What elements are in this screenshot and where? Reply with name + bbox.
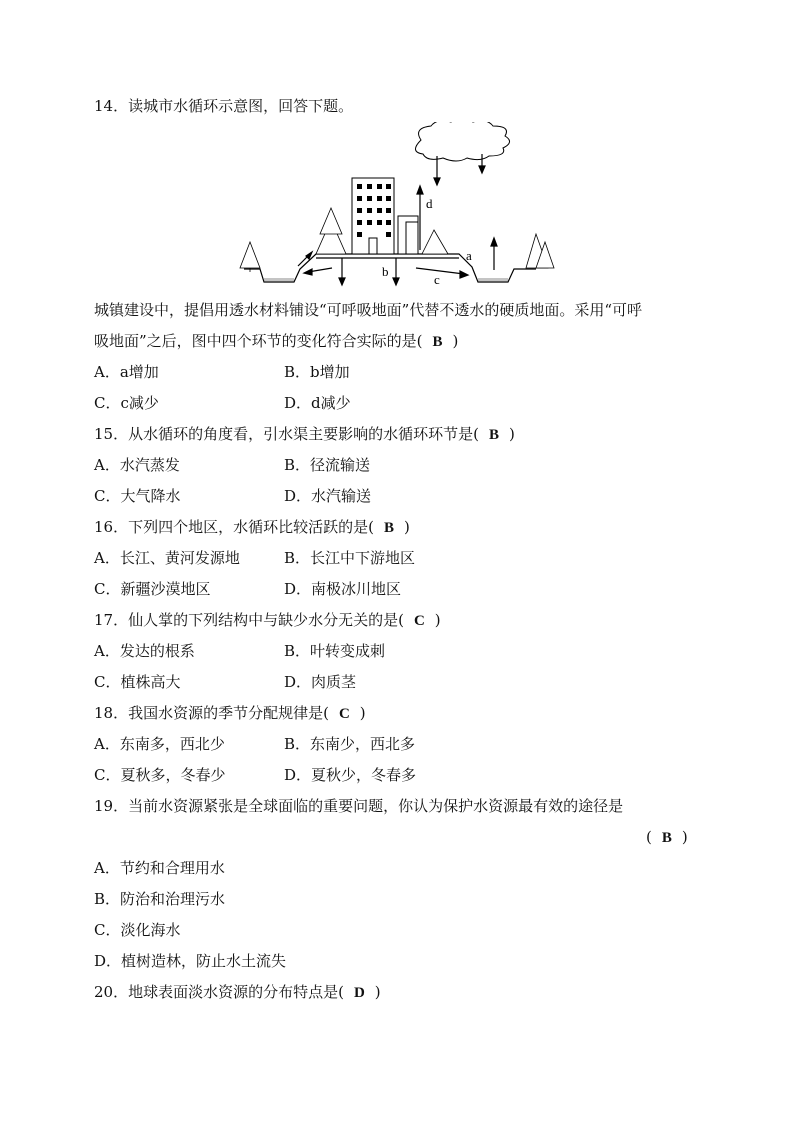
q16-option-a: A．长江、黄河发源地 xyxy=(94,549,240,567)
q17-option-b: B．叶转变成刺 xyxy=(284,642,386,660)
q19-option-c: C．淡化海水 xyxy=(94,921,181,939)
q17-options-row2 xyxy=(94,672,357,692)
q14-title: 14．读城市水循环示意图，回答下题。 xyxy=(94,97,354,115)
q14-option-c: C．c减少 xyxy=(94,394,159,412)
q18-option-c: C．夏秋多，冬春少 xyxy=(94,766,226,784)
q17-stem: 17．仙人掌的下列结构中与缺少水分无关的是( C ) xyxy=(94,611,441,629)
tree-icons xyxy=(240,208,554,272)
q19-answer-bracket: ( B ) xyxy=(646,828,688,846)
q15-option-d: D．水汽输送 xyxy=(284,487,372,505)
q19-stem: 19．当前水资源紧张是全球面临的重要问题，你认为保护水资源最有效的途径是 xyxy=(94,797,624,815)
q15-stem: 15．从水循环的角度看，引水渠主要影响的水循环环节是( B ) xyxy=(94,425,515,443)
label-d: d xyxy=(426,196,433,211)
q16-option-d: D．南极冰川地区 xyxy=(284,580,402,598)
q16-answer: B xyxy=(383,520,394,536)
cloud-icon xyxy=(415,122,509,161)
ground-line xyxy=(244,254,536,282)
q18-option-a: A．东南多，西北少 xyxy=(94,735,225,753)
q18-options-row1 xyxy=(94,734,416,754)
q18-option-d: D．夏秋少，冬春多 xyxy=(284,766,417,784)
q19-answer: B xyxy=(661,830,672,846)
q14-option-d: D．d减少 xyxy=(284,394,351,412)
q15-option-c: C．大气降水 xyxy=(94,487,181,505)
q19-option-b: B．防治和治理污水 xyxy=(94,890,226,908)
q18-options-row2 xyxy=(94,765,417,785)
q14-stem-line2: 吸地面”之后，图中四个环节的变化符合实际的是( B ) xyxy=(94,332,459,350)
q16-options-row2 xyxy=(94,579,402,599)
q14-options-row2 xyxy=(94,393,351,413)
q14-options-row1 xyxy=(94,362,350,382)
q19-option-a: A．节约和合理用水 xyxy=(94,859,225,877)
q18-stem: 18．我国水资源的季节分配规律是( C ) xyxy=(94,704,366,722)
q16-option-c: C．新疆沙漠地区 xyxy=(94,580,211,598)
q15-options-row2 xyxy=(94,486,372,506)
q17-option-c: C．植株高大 xyxy=(94,673,181,691)
label-c: c xyxy=(434,272,440,287)
q16-options-row1 xyxy=(94,548,416,568)
q20-answer: D xyxy=(353,985,365,1001)
q15-answer: B xyxy=(488,427,499,443)
q17-option-d: D．肉质茎 xyxy=(284,673,357,691)
buildings xyxy=(352,178,418,254)
q17-options-row1 xyxy=(94,641,386,661)
label-b: b xyxy=(382,264,389,279)
q20-stem: 20．地球表面淡水资源的分布特点是( D ) xyxy=(94,983,381,1001)
q14-option-a: A．a增加 xyxy=(94,363,159,381)
q17-option-a: A．发达的根系 xyxy=(94,642,195,660)
q15-option-a: A．水汽蒸发 xyxy=(94,456,180,474)
q15-option-b: B．径流输送 xyxy=(284,456,371,474)
q16-stem: 16．下列四个地区，水循环比较活跃的是( B ) xyxy=(94,518,410,536)
q14-option-b: B．b增加 xyxy=(284,363,350,381)
q18-answer: C xyxy=(338,706,350,722)
q14-answer: B xyxy=(432,334,443,350)
q18-option-b: B．东南少，西北多 xyxy=(284,735,416,753)
urban-water-cycle-diagram xyxy=(236,122,566,292)
q16-option-b: B．长江中下游地区 xyxy=(284,549,416,567)
label-a: a xyxy=(466,248,472,263)
q14-stem-line1: 城镇建设中，提倡用透水材料铺设“可呼吸地面”代替不透水的硬质地面。采用“可呼 xyxy=(94,301,643,319)
q15-options-row1 xyxy=(94,455,371,475)
q19-option-d: D．植树造林，防止水土流失 xyxy=(94,952,287,970)
q17-answer: C xyxy=(413,613,425,629)
